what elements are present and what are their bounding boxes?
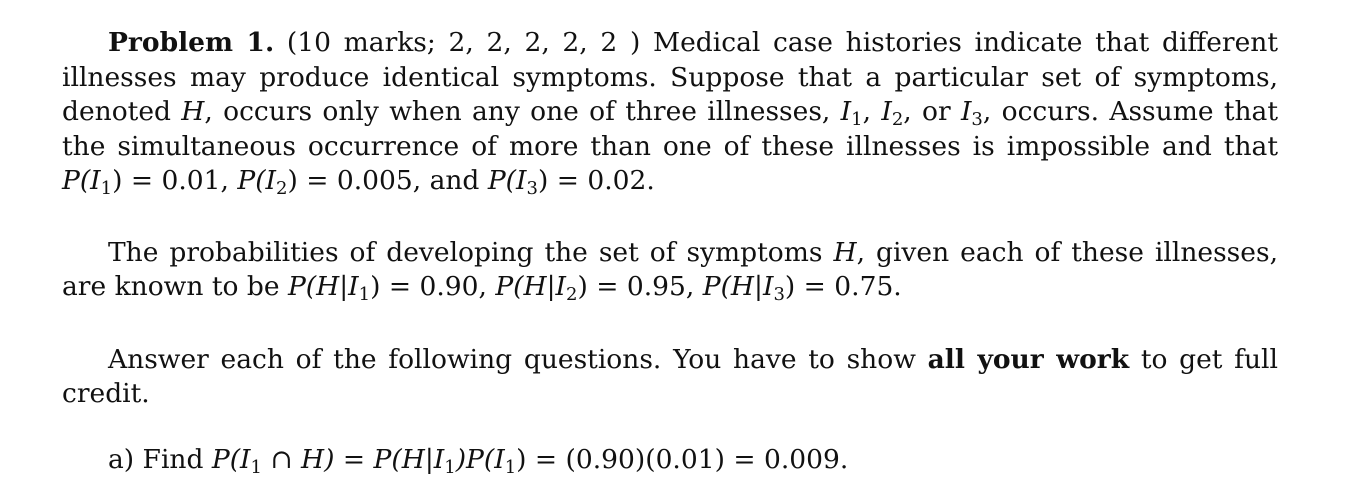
cond-prob-h-i3: $P(H|I_3$ xyxy=(702,271,785,306)
part-a-label: a) Find xyxy=(108,443,212,475)
cond-prob-h-i3-value: ) = 0.75. xyxy=(784,271,902,302)
symbol-i2: $I_2$ xyxy=(881,96,904,131)
instructions-text-b: to get full credit. xyxy=(62,343,1279,409)
problem-marks: (10 marks; 2, 2, 2, 2, 2 ) xyxy=(274,27,653,58)
prob-i1-value: ) = 0.01, xyxy=(112,165,238,196)
separator-comma: , xyxy=(862,96,882,127)
symbol-h: H xyxy=(181,96,205,127)
cond-prob-h-i1-value: ) = 0.90, xyxy=(370,271,496,302)
conditional-probabilities-paragraph xyxy=(62,236,1278,305)
prob-i3: $P(I_3$ xyxy=(487,165,538,200)
problem-text-part-c: , occurs. Assume that the simultaneous occurrence of more than one of these illnesses is impossible and that xyxy=(62,96,1279,162)
prob-i1: $P(I_1$ xyxy=(62,165,113,200)
instructions-paragraph xyxy=(62,343,1278,412)
prob-i2: $P(I_2$ xyxy=(237,165,288,200)
cond-prob-h-i1: $P(H|I_1$ xyxy=(287,271,371,306)
symbol-i3: $I_3$ xyxy=(960,96,983,131)
problem-statement-paragraph xyxy=(62,26,1278,199)
cond-prob-h-i2-value: ) = 0.95, xyxy=(577,271,703,302)
problem-text-part-a: Medical case histories indicate that different illnesses may produce identical symptoms. Suppose that a particular set of symptoms, denoted xyxy=(62,27,1278,127)
prob-i2-value: ) = 0.005, and xyxy=(287,165,488,196)
problem-heading: Problem 1. xyxy=(108,27,275,58)
instructions-text-a: Answer each of the following questions. You have to show xyxy=(108,343,928,375)
symbol-h-2: H xyxy=(833,236,857,268)
problem-text-part-b: , occurs only when any one of three illnesses, xyxy=(204,96,841,127)
cond-prob-h-i2: $P(H|I_2$ xyxy=(495,271,578,306)
separator-or: , or xyxy=(903,96,961,127)
para2-text-a: The probabilities of developing the set of symptoms xyxy=(108,236,834,268)
prob-i3-value: ) = 0.02. xyxy=(537,165,655,196)
part-a-result: ) = (0.90)(0.01) = 0.009. xyxy=(516,443,849,475)
part-a-answer xyxy=(62,443,1278,478)
symbol-i1: $I_1$ xyxy=(840,96,863,131)
para2-text-b: , given each of these illnesses, are known to be xyxy=(62,236,1278,302)
problem-page xyxy=(62,26,1278,477)
part-a-expression: $P(I_1$ ∩ $H) = P(H|I_1)P(I_1$ xyxy=(211,443,517,478)
instructions-emphasis: all your work xyxy=(927,343,1130,375)
